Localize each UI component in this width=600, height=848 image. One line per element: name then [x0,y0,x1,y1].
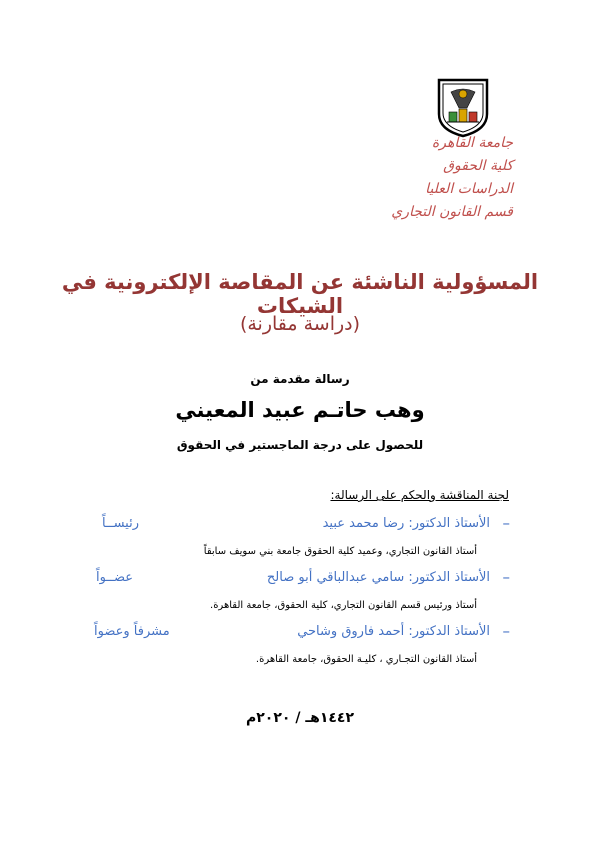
thesis-subtitle: (دراسة مقارنة) [239,313,361,335]
cairo-university-crest-icon [437,78,489,138]
member-bullet: – [502,622,510,640]
member-name: الأستاذ الدكتور: أحمد فاروق وشاحي [297,624,490,639]
member-role: مشرفاً وعضواً [94,624,170,639]
member-bullet: – [502,568,510,586]
member-role: رئيســاً [102,516,139,531]
university-header [313,132,513,224]
author-name: وهب حاتـم عبيد المعيني [175,398,425,422]
member-role: عضــواً [96,570,133,585]
committee-member-1 [96,514,510,536]
committee-heading: لجنة المناقشة والحكم على الرسالة: [330,488,509,502]
graduate-studies: الدراسات العليا [425,181,513,197]
degree-statement: للحصول على درجة الماجستير في الحقوق [176,438,424,452]
member-description: أستاذ القانون التجـاري ، كليـة الحقوق، جامعة القاهرة. [255,654,477,665]
thesis-date: ١٤٤٢هـ / ٢٠٢٠م [246,710,354,726]
member-name: الأستاذ الدكتور: سامي عبدالباقي أبو صالح [266,570,490,585]
member-description: أستاذ ورئيس قسم القانون التجاري، كلية الحقوق، جامعة القاهرة. [210,600,477,611]
university-name: جامعة القاهرة [431,135,513,151]
presented-by-label: رسالة مقدمة من [250,372,350,386]
thesis-title: المسؤولية الناشئة عن المقاصة الإلكترونية في الشيكات [61,270,539,318]
department-name: قسم القانون التجاري [391,204,513,220]
member-description: أستاذ القانون التجاري، وعميد كلية الحقوق جامعة بني سويف سابقاً [203,546,477,557]
committee-member-2 [96,568,510,590]
member-name: الأستاذ الدكتور: رضا محمد عبيد [322,516,490,531]
member-bullet: – [502,514,510,532]
faculty-name: كلية الحقوق [443,158,513,174]
committee-member-3 [96,622,510,644]
